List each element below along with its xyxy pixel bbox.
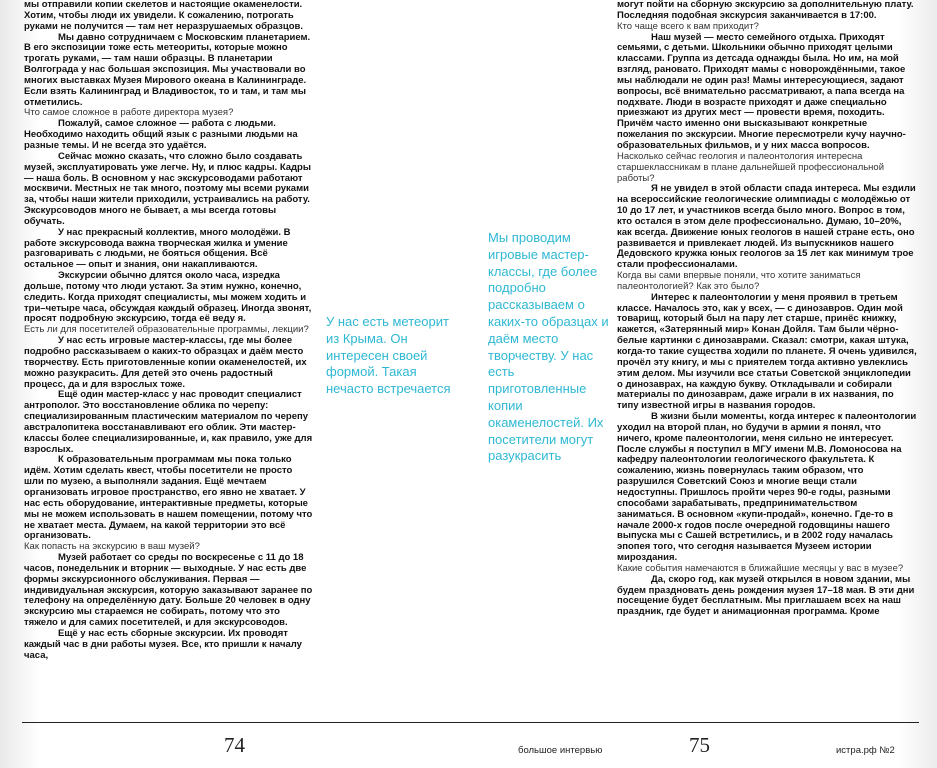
paragraph: Экскурсии обычно длятся около часа, изредка дольше, потому что люди устают. За этим нужно, конечно, следить. Когда приходят специалисты, мы можем ходить и три–четыре часа, обсуждая каждый образец. Иногда звонят, просят подробную экскурсию, тогда её веду я. — [24, 270, 312, 325]
pull-quote-master-classes: Мы проводим игровые мастер-классы, где более подробно рассказываем о каких-то образцах и даём место творчеству. У нас есть приготовленные копии окаменелостей. Их посетители могут разукрасить — [488, 230, 609, 464]
paragraph: мы отправили копии скелетов и настоящие окаменелости. Хотим, чтобы люди их увидели. К сожалению, потрогать руками не получится — там нет неразрушаемых образцов. — [24, 0, 303, 32]
paragraph: Музей работает со среды по воскресенье с 11 до 18 часов, понедельник и вторник — выходные. У нас есть две формы экскурсионного обслуживания. Первая — индивидуальная экскурсия, которую заказывают заранее по телефону на определённую дату. Больше 20 человек в одну экскурсию мы стараемся не собирать, потому что это тяжело и для самих посетителей, и для экскурсоводов. — [24, 552, 313, 629]
right-page-column — [617, 0, 917, 618]
paragraph: У нас прекрасный коллектив, много молодёжи. В работе экскурсовода важна творческая жилка и умение разговаривать с людьми, не бояться общения. Всё остальное — опыт и знания, они накапливаются. — [24, 226, 291, 271]
paragraph: Сейчас можно сказать, что сложно было создавать музей, эксплуатировать уже легче. Ну, и плюс кадры. Кадры — наша боль. В основном у нас экскурсоводами работают москвичи. Местных не так много, поэтому мы всеми руками за, чтобы наши жители приходили, устраивались на работу. Экскурсоводов много не бывает, а мы всегда готовы обучать. — [24, 150, 311, 227]
paragraph: В жизни были моменты, когда интерес к палеонтологии уходил на второй план, но будучи в армии я понял, что ничего, кроме палеонтологии, меня сильно не интересует. После службы я поступил в МГУ имени М.В. Ломоносова на кафедру палеонтологии геологического факультета. К сожалению, жизнь повернулась таким образом, что разрушился Советский Союз и многие вещи стали недоступны. Пришлось пройти через 90-е годы, разными способами зарабатывать, предпринимательством заниматься. В основном «купи-продай», конечно. Где-то в начале 2000-х годов после очередной годовщины нашего выпуска мы с Сашей встретились, и в 2002 году началась эпопея того, что сегодня называется Музеем истории мироздания. — [617, 411, 917, 564]
paragraph: Мы давно сотрудничаем с Московским планетарием. В его экспозиции тоже есть метеориты, которые можно трогать руками, — там наши образцы. В планетарии Волгограда у нас большая экспозиция. Мы участвовали во многих выставках Музея Мирового океана в Калининграде. Если взять Калининград и Владивосток, то и там, и там мы отметились. — [24, 31, 311, 108]
page-number-left: 74 — [224, 733, 245, 757]
page-number-right: 75 — [689, 733, 710, 757]
running-head-magazine: истра.рф №2 — [836, 745, 895, 756]
running-head-section: большое интервью — [518, 745, 603, 756]
paragraph: Интерес к палеонтологии у меня проявил в третьем классе. Началось это, как у всех, — с динозавров. Один мой товарищ, который был на пару лет старше, принёс книжку, кажется, «Затерянный мир» Конан Дойля. Там были чёрно-белые картинки с динозаврами. Сказал: смотри, какая штука, когда-то такие существа ходили по планете. Я очень удивился, прочёл эту книгу, и мы с приятелем тогда активно увлеклись этим делом. Мы изучили все статьи Советской энциклопедии о динозаврах, на каждую букву. Откладывали и собирали материалы по динозаврам, даже играли в их названия, по типу известной игры в названия городов. — [617, 291, 917, 412]
footer-rule — [22, 722, 919, 723]
pull-quote-meteorite: У нас есть метеорит из Крыма. Он интересен своей формой. Такая нечасто встречается — [326, 314, 451, 397]
paragraph: К образовательным программам мы пока только идём. Хотим сделать квест, чтобы посетители не просто шли по музею, а выполняли задания. Ещё мечтаем организовать игровое пространство, его явно не хватает. У нас есть оборудование, интерактивные предметы, которые мы не можем использовать в нашем помещении, потому что не хватает места. Думаем, на какой территории это всё организовать. — [24, 454, 313, 542]
paragraph: Я не увидел в этой области спада интереса. Мы ездили на всероссийские геологические олимпиады с молодёжью от 10 до 17 лет, и участников всегда было много. Вопрос в том, кто остался в этом деле профессионально. Думаю, 10–20%, как всегда. Движение юных геологов в нашей стране есть, оно развивается и привлекает людей. Из выпускников нашего Дедовского кружка юных геологов за 15 лет как минимум трое стали профессионалами. — [617, 183, 916, 271]
left-page-column — [24, 0, 314, 661]
paragraph: Ещё у нас есть сборные экскурсии. Их проводят каждый час в дни работы музея. Все, кто пришли к началу часа, — [24, 627, 302, 661]
paragraph: Ещё один мастер-класс у нас проводит специалист антрополог. Это восстановление облика по черепу: специализированным пластическим материалом по черепу австралопитека восстанавливают его облик. Эти мастер-классы более специализированные, и, как правило, уже для взрослых. — [24, 389, 313, 455]
interview-question: Что самое сложное в работе директора музея? — [24, 107, 234, 119]
paragraph: могут пойти на сборную экскурсию за дополнительную плату. Последняя подобная экскурсия заканчивается в 17:00. — [617, 0, 914, 21]
paragraph: Да, скоро год, как музей открылся в новом здании, мы будем праздновать день рождения музея 17–18 мая. В эти дни посещение будет бесплатным. Мы приглашаем всех на наш праздник, где будет и анимационная программа. Кроме — [617, 573, 915, 618]
interview-question: Как попасть на экскурсию в ваш музей? — [24, 541, 200, 553]
paragraph: У нас есть игровые мастер-классы, где мы более подробно рассказываем о каких-то образцах и даём место творчеству. Есть приготовленные копии окаменелостей, их можно разукрасить. Для детей это очень радостный процесс, да и для взрослых тоже. — [24, 335, 307, 390]
interview-question: Насколько сейчас геология и палеонтология интересна старшеклассникам в плане дальнейшей профессиональной работы? — [617, 150, 885, 184]
interview-question: Есть ли для посетителей образовательные программы, лекции? — [24, 324, 309, 336]
paragraph: Пожалуй, самое сложное — работа с людьми. Необходимо находить общий язык с разными людьми на разные темы. И не всегда это удаётся. — [24, 118, 298, 151]
interview-question: Когда вы сами впервые поняли, что хотите заниматься палеонтологией? Как это было? — [617, 270, 861, 292]
paragraph: Наш музей — место семейного отдыха. Приходят семьями, с детьми. Школьники обычно приходят целыми классами. Группа из детсада однажды была. Но им, на мой взгляд, рановато. Приходят мамы с новорождёнными, такое мы наблюдали не один раз! Мамы интересующиеся, задают вопросы, всё внимательно рассматривают, а папа всегда на подхвате. Люди в возрасте приходят и даже специально приезжают из других мест — провести время, походить. Причём часто именно они высказывают конкретные пожелания по экскурсии. Многие пересмотрели кучу научно-образовательных фильмов, и у них масса вопросов. — [617, 31, 906, 151]
interview-question: Какие события намечаются в ближайшие месяцы у вас в музее? — [617, 562, 904, 574]
interview-question: Кто чаще всего к вам приходит? — [617, 20, 759, 32]
